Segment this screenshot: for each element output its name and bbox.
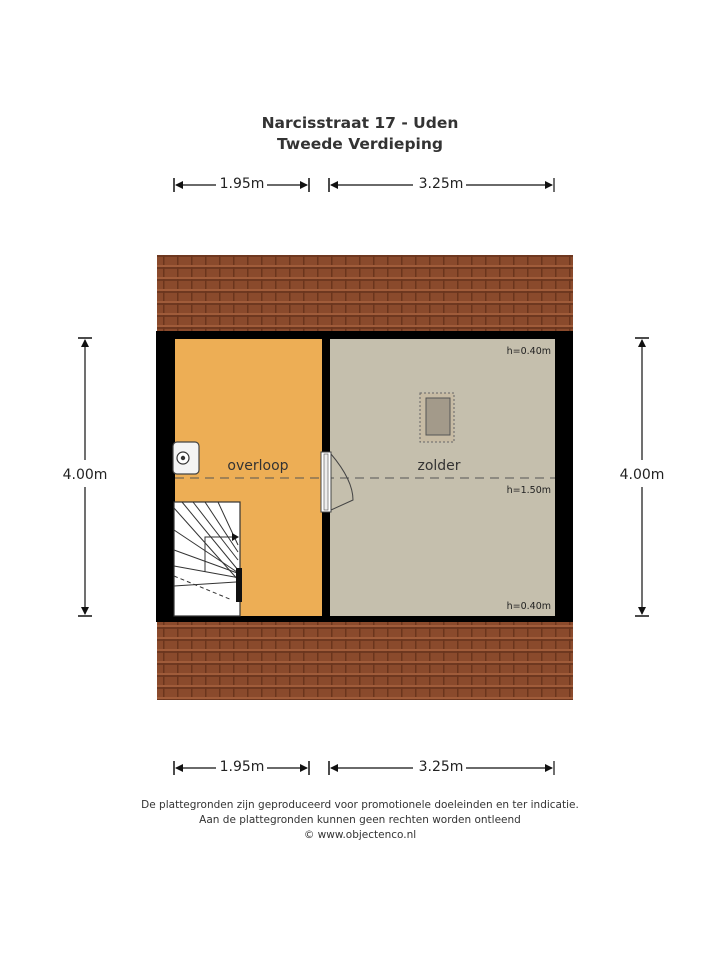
dimension-left: [63, 338, 108, 616]
dimension-label-left: 4.00m: [62, 467, 108, 483]
room-label-landing: overloop: [227, 458, 289, 474]
boiler-dial-center: [181, 456, 185, 460]
dimension-bottom-right: [329, 759, 554, 775]
door-leaf: [324, 454, 328, 510]
height-label-top: h=0.40m: [506, 346, 551, 357]
staircase: [174, 502, 242, 616]
disclaimer-line-1: De plattegronden zijn geproduceerd voor promotionele doeleinden en ter indicatie.: [141, 799, 579, 811]
dimension-label-bottom-left: 1.95m: [219, 759, 265, 775]
height-label-bottom: h=0.40m: [506, 601, 551, 612]
roof-top: [157, 255, 573, 333]
dimension-label-right: 4.00m: [619, 467, 665, 483]
plan-title: Narcisstraat 17 - Uden: [261, 114, 459, 132]
height-label-middle: h=1.50m: [506, 485, 551, 496]
dimension-label-top-left: 1.95m: [219, 176, 265, 192]
dimension-top-left: [174, 176, 309, 192]
dimension-label-bottom-right: 3.25m: [418, 759, 464, 775]
roof-window-pane: [426, 398, 450, 435]
roof-bottom: [157, 622, 573, 700]
dimension-label-top-right: 3.25m: [418, 176, 464, 192]
disclaimer-line-2: Aan de plattegronden kunnen geen rechten worden ontleend: [199, 814, 521, 826]
dimension-top-right: [329, 176, 554, 192]
dimension-bottom-left: [174, 759, 309, 775]
dimension-right: [620, 338, 665, 616]
copyright-line: © www.objectenco.nl: [303, 829, 417, 841]
room-label-attic: zolder: [417, 458, 461, 474]
floor-title: Tweede Verdieping: [277, 135, 443, 153]
